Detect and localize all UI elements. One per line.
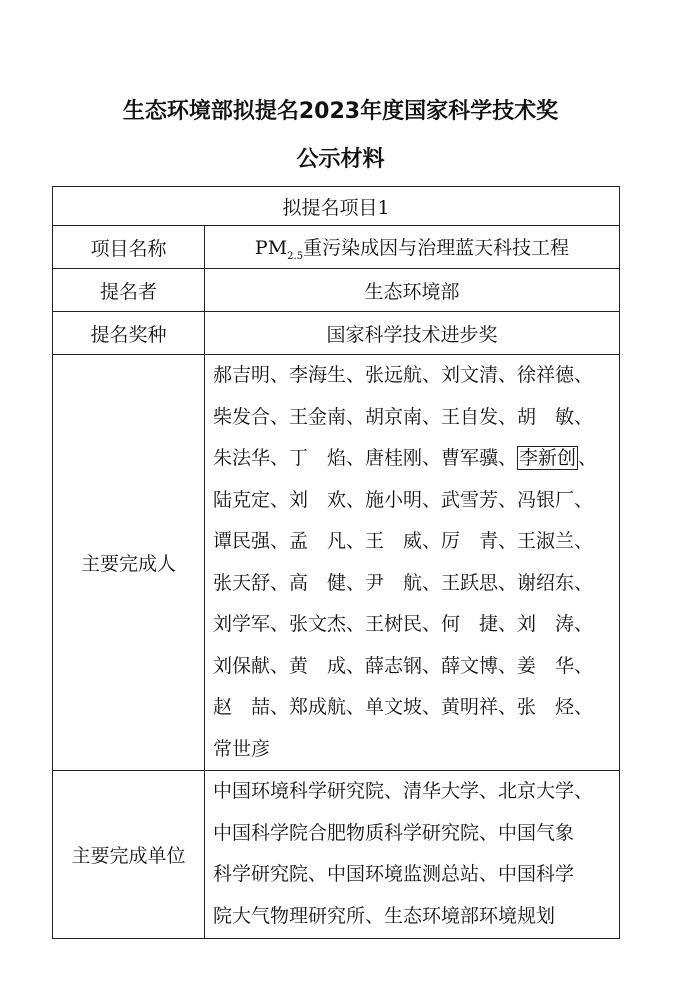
people-line: [213, 438, 615, 480]
document-title: 生态环境部拟提名2023年度国家科学技术奖: [122, 99, 559, 124]
people-label: 主要完成人: [53, 355, 205, 771]
people-line: 郝吉明、李海生、张远航、刘文清、徐祥德、: [213, 364, 594, 386]
people-line: 刘保献、黄 成、薛志钢、薛文博、姜 华、: [213, 654, 594, 677]
award-label: 提名奖种: [53, 312, 205, 355]
people-line: 谭民强、孟 凡、王 威、厉 青、王淑兰、: [213, 530, 594, 552]
people-line: 柴发合、王金南、胡京南、王自发、胡 敏、: [213, 405, 594, 428]
people-line: 张天舒、高 健、尹 航、王跃思、谢绍东、: [213, 571, 594, 594]
pm-text: PM: [254, 236, 288, 259]
project-name-value: [205, 226, 620, 269]
units-line: 院大气物理研究所、生态环境部环境规划: [213, 904, 556, 927]
units-line: 中国科学院合肥物质科学研究院、中国气象: [213, 821, 575, 844]
people-line-text: 朱法华、丁 焰、唐桂刚、曹军骥、: [213, 447, 518, 469]
units-label: 主要完成单位: [53, 771, 205, 939]
project-name-label: 项目名称: [53, 226, 205, 269]
people-line: 赵 喆、郑成航、单文坡、黄明祥、张 烃、: [213, 696, 594, 718]
nomination-table: [52, 186, 620, 939]
highlighted-name: 李新创: [519, 447, 577, 469]
people-list: [205, 355, 620, 771]
units-list: [205, 771, 620, 939]
people-line: 陆克定、刘 欢、施小明、武雪芳、冯银厂、: [213, 488, 594, 511]
separator: 、: [578, 447, 598, 469]
award-value: 国家科学技术进步奖: [205, 312, 620, 355]
project-name-rest: 重污染成因与治理蓝天科技工程: [303, 236, 570, 259]
units-line: 中国环境科学研究院、清华大学、北京大学、: [213, 780, 594, 802]
units-line: 科学研究院、中国环境监测总站、中国科学: [213, 863, 575, 885]
pm-subscript: 2.5: [287, 250, 304, 262]
nominator-value: 生态环境部: [205, 269, 620, 312]
document-subtitle: 公示材料: [296, 147, 385, 172]
people-line: 常世彦: [213, 737, 271, 760]
people-line: 刘学军、张文杰、王树民、何 捷、刘 涛、: [213, 613, 594, 635]
nominator-label: 提名者: [53, 269, 205, 312]
section-header: 拟提名项目1: [53, 187, 620, 226]
